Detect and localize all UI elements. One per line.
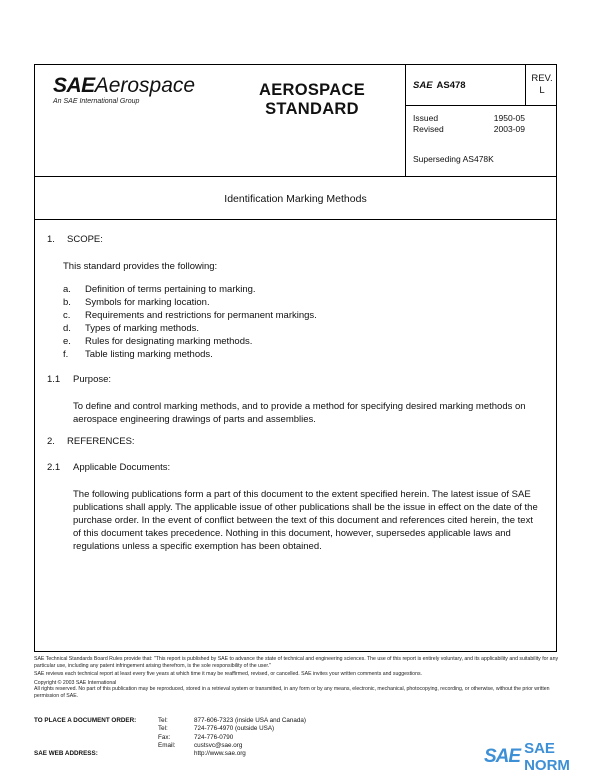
fax-label: Fax: — [158, 733, 171, 741]
section-2-1-heading — [47, 462, 170, 473]
list-item — [63, 309, 317, 322]
list-item — [63, 335, 317, 348]
document-body — [34, 220, 557, 652]
watermark-brand: SAE — [484, 746, 521, 767]
tel2-value: 724-776-4970 (outside USA) — [194, 725, 275, 733]
list-text: Table listing marking methods. — [85, 349, 213, 360]
rev-value: L — [539, 85, 545, 96]
tel2-label: Tel: — [158, 725, 168, 733]
standard-type — [237, 81, 387, 119]
legal-footer — [34, 656, 562, 702]
logo-subtitle: An SAE International Group — [53, 98, 140, 105]
email-link[interactable]: custsvc@sae.org — [194, 741, 243, 749]
section-1-1-heading — [47, 374, 111, 385]
list-item — [63, 348, 317, 361]
section-title: Purpose: — [73, 374, 112, 385]
doc-number: AS478 — [436, 80, 466, 91]
watermark-text: SAE NORM — [524, 740, 570, 774]
divider — [405, 65, 406, 177]
section-2-1-text: The following publications form a part of this document to the extent specified herein. The latest issue of SAE publications shall apply. The applicable issue of other publications shall be the issue in effect on the date of the purchase order. In the event of conflict between the text of this document and references cited herein, the text of this document takes precedence. Nothing in this document, however, supersedes applicable laws and regulations unless a specific exemption has been obtained. — [73, 489, 538, 552]
section-2-heading — [47, 436, 135, 447]
scope-list — [63, 283, 317, 361]
revision-cell — [526, 73, 558, 97]
logo-brand: SAE — [53, 74, 95, 97]
standard-line1: AEROSPACE — [259, 81, 365, 99]
web-link[interactable]: http://www.sae.org — [194, 750, 246, 758]
footer-rights: All rights reserved. No part of this publication may be reproduced, stored in a retrieval system or transmitted, in any form or by any means, electronic, mechanical, photocopying, recording, or otherwise, without the prior written permission of SAE. — [34, 686, 550, 699]
revised-label: Revised — [413, 124, 444, 134]
document-number — [413, 80, 466, 91]
section-number: 1. — [47, 234, 55, 245]
section-1-intro: This standard provides the following: — [63, 261, 218, 272]
section-title: Applicable Documents: — [73, 462, 171, 473]
divider — [405, 105, 557, 106]
list-letter: e. — [63, 336, 71, 347]
revised-value: 2003-09 — [493, 124, 525, 134]
tel-label: Tel: — [158, 717, 168, 724]
sae-aerospace-logo — [53, 75, 233, 115]
list-item — [63, 322, 317, 335]
document-title: Identification Marking Methods — [34, 177, 557, 220]
list-letter: a. — [63, 284, 71, 295]
tel-value: 877-606-7323 (inside USA and Canada) — [194, 717, 307, 724]
list-letter: f. — [63, 349, 69, 360]
fax-value: 724-776-0790 — [194, 733, 234, 741]
section-title: SCOPE: — [67, 234, 103, 245]
footer-review: SAE reviews each technical report at least every five years at which time it may be reaffirmed, revised, or cancelled. SAE invites your written comments and suggestions. — [34, 671, 422, 678]
document-header — [34, 64, 557, 177]
section-title: REFERENCES: — [67, 436, 135, 447]
section-1-1-text: To define and control marking methods, and to provide a method for specifying desired marking methods on aerospace engineering drawings of parts and assemblies. — [73, 401, 526, 425]
issued-label: Issued — [413, 113, 439, 123]
list-item — [63, 283, 317, 296]
list-item — [63, 296, 317, 309]
standard-line2: STANDARD — [265, 100, 359, 118]
doc-prefix: SAE — [413, 80, 433, 91]
list-text: Requirements and restrictions for permanent markings. — [85, 310, 317, 321]
superseding-note: Superseding AS478K — [413, 154, 494, 164]
sae-norm-watermark — [484, 740, 600, 774]
order-label: TO PLACE A DOCUMENT ORDER: — [34, 717, 137, 724]
logo-word: Aerospace — [94, 74, 196, 97]
list-letter: b. — [63, 297, 71, 308]
section-number: 1.1 — [47, 374, 61, 385]
email-label: Email: — [158, 741, 176, 749]
list-text: Types of marking methods. — [85, 323, 200, 334]
list-text: Symbols for marking location. — [85, 297, 210, 308]
list-text: Rules for designating marking methods. — [85, 336, 253, 347]
footer-rules: SAE Technical Standards Board Rules provide that: "This report is published by SAE to advance the state of technical and engineering sciences. The use of this report is entirely voluntary, and its applicability and suitability for any particular use, including any patent infringement arising therefrom, is the sole responsibility of the user." — [34, 656, 559, 669]
section-1-heading — [47, 234, 103, 245]
web-label: SAE WEB ADDRESS: — [34, 750, 98, 758]
list-letter: c. — [63, 310, 71, 321]
rev-label: REV. — [531, 73, 553, 84]
section-number: 2.1 — [47, 462, 61, 473]
list-letter: d. — [63, 323, 71, 334]
footer-copyright: Copyright © 2003 SAE International — [34, 679, 117, 686]
list-text: Definition of terms pertaining to marking. — [85, 284, 256, 295]
document-dates — [413, 113, 525, 135]
section-number: 2. — [47, 436, 55, 447]
issued-value: 1950-05 — [493, 113, 525, 123]
